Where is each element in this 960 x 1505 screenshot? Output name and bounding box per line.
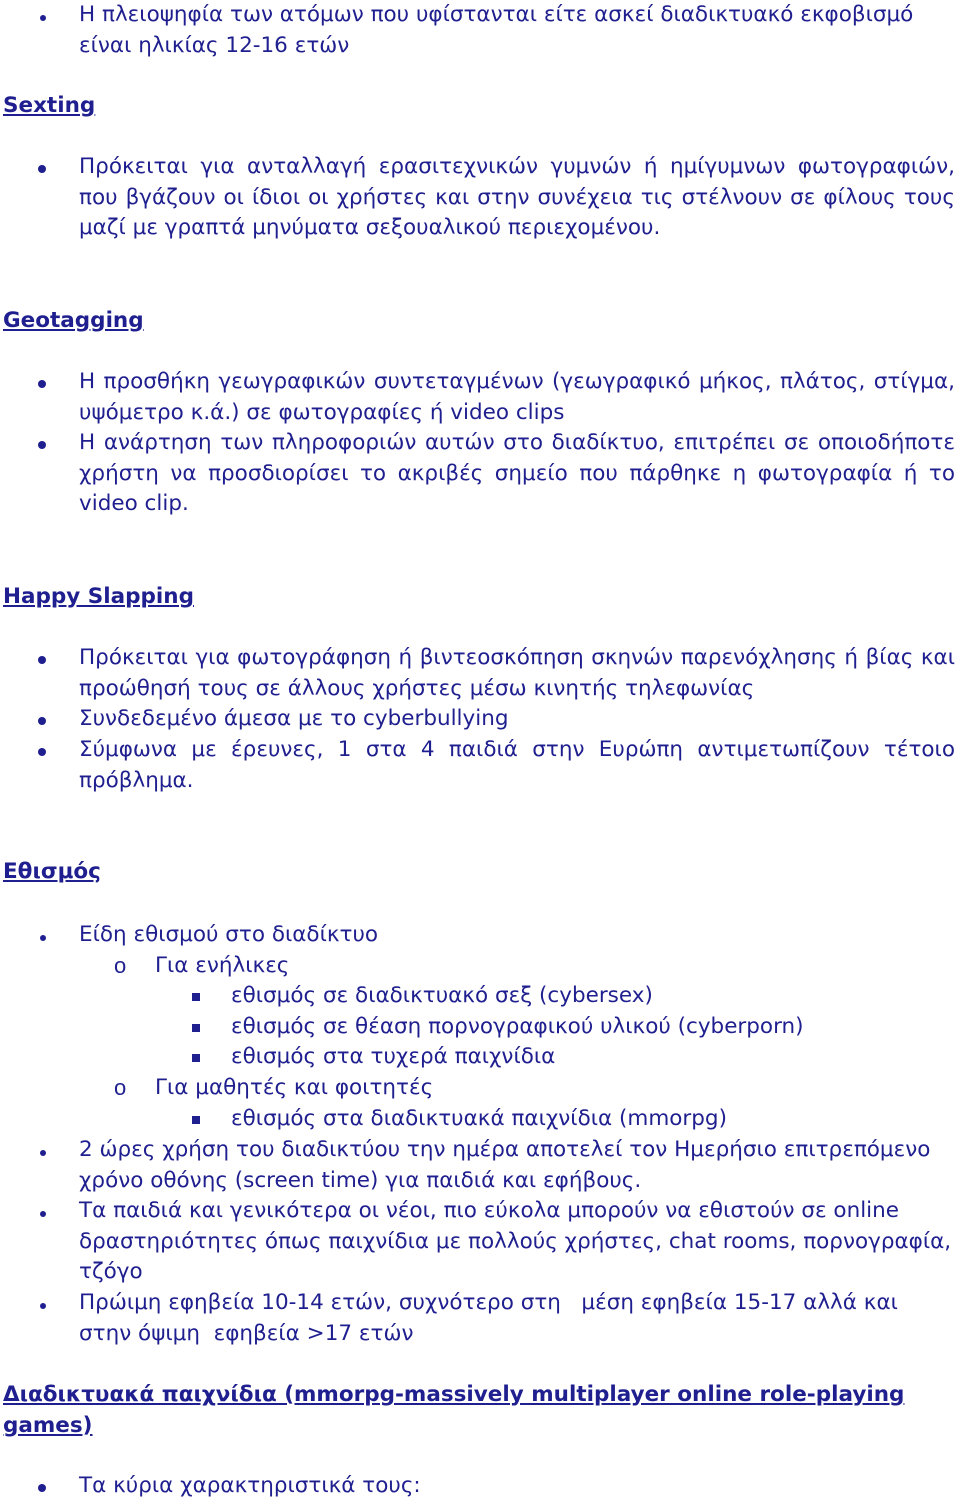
bullet-dot — [40, 15, 46, 21]
bullet-dot — [40, 1150, 46, 1156]
bullet-dot — [38, 441, 46, 449]
section-heading-addiction: Εθισμός — [3, 859, 101, 884]
bullet-dot — [40, 1303, 46, 1309]
happy-slapping-item-2: Συνδεδεμένο άμεσα με το cyberbullying — [79, 706, 509, 731]
happy-slapping-item-1: Πρόκειται για φωτογράφηση ή βιντεοσκόπηση σκηνών παρενόχλησης ή βίας και προώθησή τους σε άλλους χρήστες μέσω κινητής τηλεφωνίας — [79, 645, 955, 701]
bullet-dot — [38, 380, 46, 388]
addiction-item-4: Πρώιμη εφηβεία 10-14 ετών, συχνότερο στη μέση εφηβεία 15-17 αλλά και στην όψιμη εφηβεία >17 ετών — [79, 1290, 905, 1346]
bullet-dot — [38, 656, 46, 664]
square-bullet-icon — [192, 1024, 200, 1032]
bullet-dot — [38, 717, 46, 725]
bullet-dot — [38, 165, 46, 173]
square-bullet-icon — [192, 993, 200, 1001]
circle-bullet-icon: o — [114, 953, 127, 978]
addiction-item-1: Είδη εθισμού στο διαδίκτυο — [79, 922, 379, 947]
section-heading-online-games: Διαδικτυακά παιχνίδια (mmorpg-massively multiplayer online role-playing games) — [3, 1382, 905, 1438]
addiction-item-2: 2 ώρες χρήση του διαδικτύου την ημέρα αποτελεί τον Ημερήσιο επιτρεπόμενο χρόνο οθόνης (screen time) για παιδιά και εφήβους. — [79, 1137, 931, 1193]
addiction-item-3: Τα παιδιά και γενικότερα οι νέοι, πιο εύκολα μπορούν να εθιστούν σε online δραστηριότητες όπως παιχνίδια με πολλούς χρήστες, chat rooms, πορνογραφία, τζόγο — [79, 1198, 952, 1285]
addiction-adults-item: εθισμός σε διαδικτυακό σεξ (cybersex) — [231, 983, 653, 1008]
happy-slapping-item-3: Σύμφωνα με έρευνες, 1 στα 4 παιδιά στην Ευρώπη αντιμετωπίζουν τέτοιο πρόβλημα. — [79, 737, 955, 793]
addiction-adults-item: εθισμός στα τυχερά παιχνίδια — [231, 1044, 556, 1069]
square-bullet-icon — [192, 1116, 200, 1124]
addiction-students-label: Για μαθητές και φοιτητές — [155, 1075, 434, 1100]
games-item-1: Τα κύρια χαρακτηριστικά τους: — [79, 1473, 421, 1498]
circle-bullet-icon: o — [114, 1075, 127, 1100]
square-bullet-icon — [192, 1054, 200, 1062]
bullet-dot — [38, 1484, 46, 1492]
addiction-adults-item: εθισμός σε θέαση πορνογραφικού υλικού (cyberporn) — [231, 1014, 804, 1039]
section-heading-happy-slapping: Happy Slapping — [3, 584, 194, 609]
bullet-dot — [38, 748, 46, 756]
geotagging-item-1: Η προσθήκη γεωγραφικών συντεταγμένων (γεωγραφικό μήκος, πλάτος, στίγμα, υψόμετρο κ.ά.) σε φωτογραφίες ή video clips — [79, 369, 955, 425]
section-heading-geotagging: Geotagging — [3, 308, 144, 333]
geotagging-item-2: Η ανάρτηση των πληροφοριών αυτών στο διαδίκτυο, επιτρέπει σε οποιοδήποτε χρήστη να προσδιορίσει το ακριβές σημείο που πάρθηκε η φωτογραφία ή το video clip. — [79, 430, 955, 517]
intro-item: Η πλειοψηφία των ατόμων που υφίστανται είτε ασκεί διαδικτυακό εκφοβισμό είναι ηλικίας 12-16 ετών — [79, 2, 914, 58]
addiction-students-item: εθισμός στα διαδικτυακά παιχνίδια (mmorpg) — [231, 1106, 727, 1131]
sexting-item: Πρόκειται για ανταλλαγή ερασιτεχνικών γυμνών ή ημίγυμνων φωτογραφιών, που βγάζουν οι ίδιοι οι χρήστες και στην συνέχεια τις στέλνουν σε φίλους τους μαζί με γραπτά μηνύματα σεξουαλικού περιεχομένου. — [79, 154, 955, 241]
addiction-adults-label: Για ενήλικες — [155, 953, 290, 978]
bullet-dot — [40, 935, 46, 941]
bullet-dot — [40, 1211, 46, 1217]
section-heading-sexting: Sexting — [3, 93, 96, 118]
